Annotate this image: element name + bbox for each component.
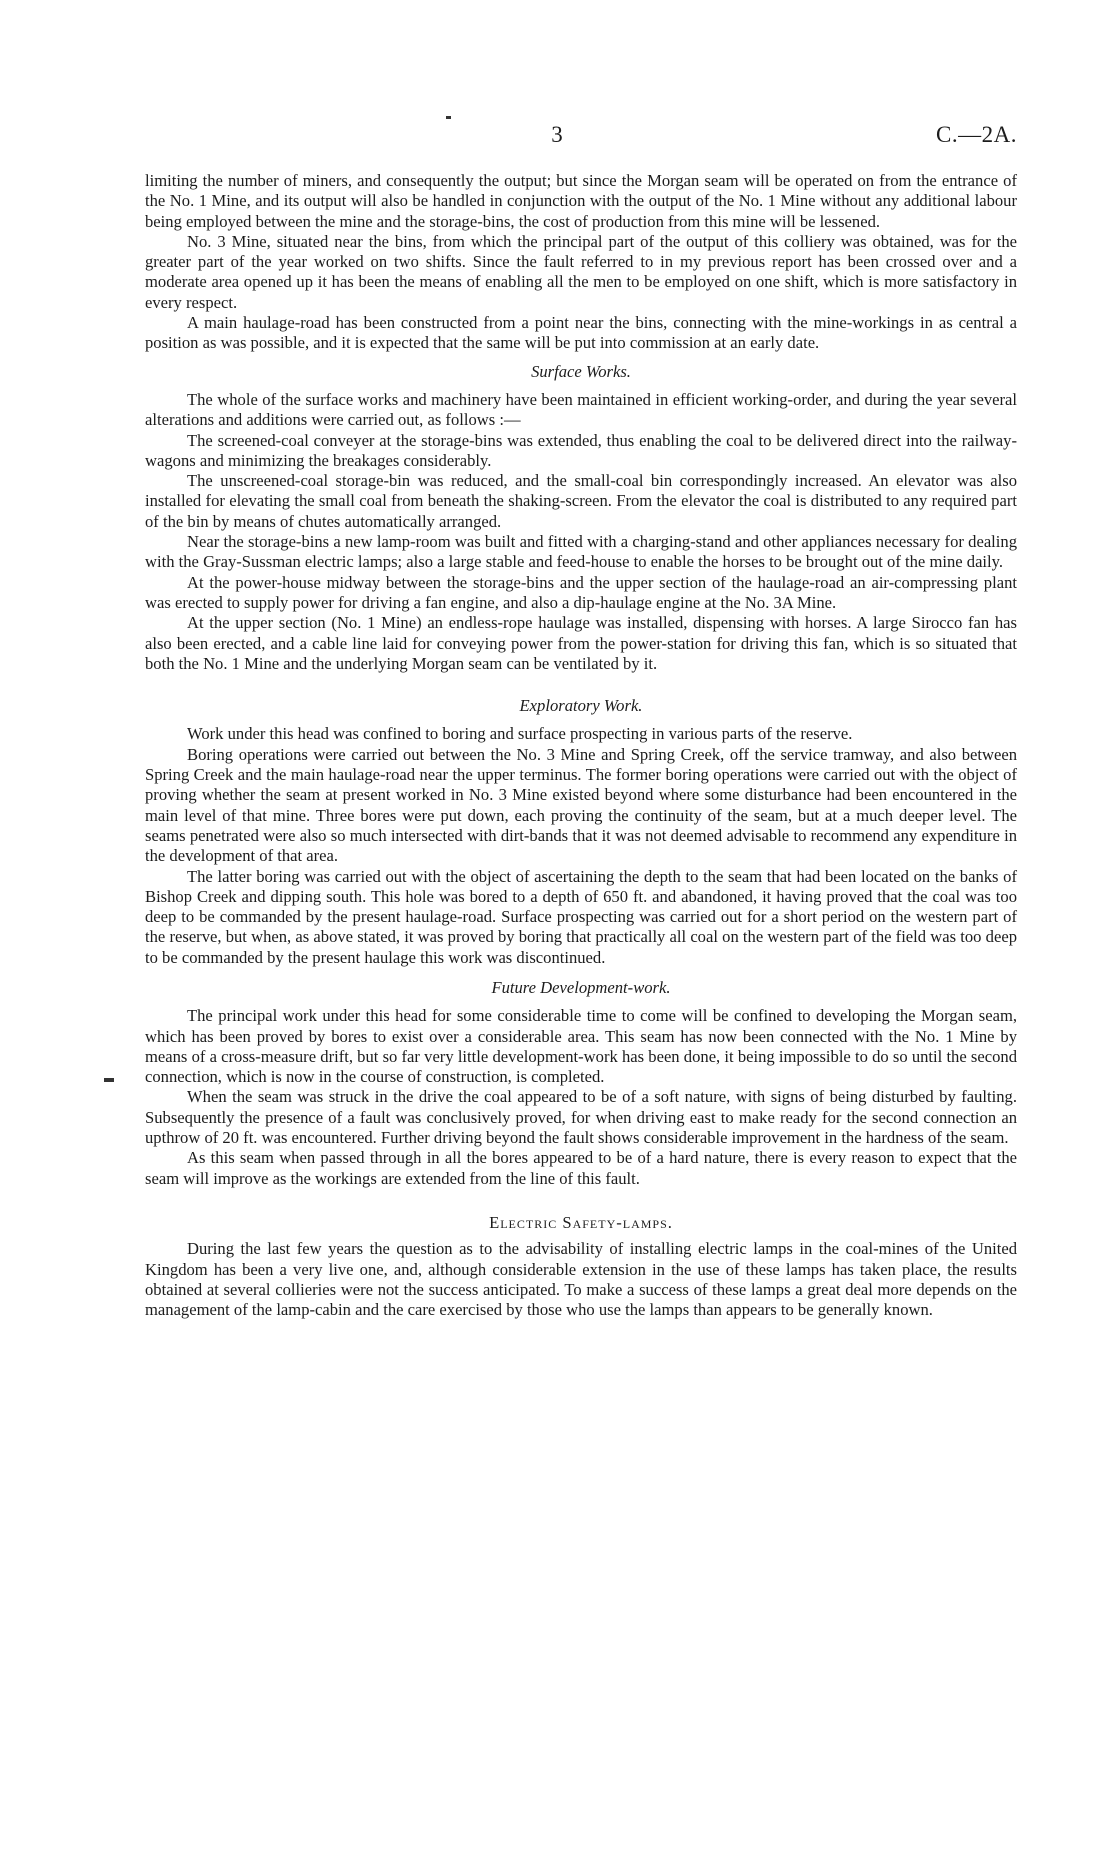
paragraph-future-3: As this seam when passed through in all the bores appeared to be of a hard nature, there is every reason to expect that the seam will improve as the workings are extended from the line of this fault.: [145, 1148, 1017, 1188]
paragraph-exploratory-1: Work under this head was confined to boring and surface prospecting in various parts of the reserve.: [187, 724, 853, 744]
paragraph-future-2: When the seam was struck in the drive the coal appeared to be of a soft nature, with signs of being disturbed by faulting. Subsequently the presence of a fault was conclusively proved, for when driving east to make ready for the second connection an upthrow of 20 ft. was encountered. Further driving beyond the fault shows considerable improvement in the hardness of the seam.: [145, 1087, 1017, 1148]
paragraph-surface-2: The screened-coal conveyer at the storage-bins was extended, thus enabling the coal to be delivered direct into the railway-wagons and minimizing the breakages considerably.: [145, 430, 1017, 470]
heading-exploratory-work: Exploratory Work.: [519, 696, 643, 716]
paragraph-electric-lamps: During the last few years the question as to the advisability of installing electric lamps in the coal-mines of the United Kingdom has been a very live one, and, although considerable extension in the use of these lamps has taken place, the results obtained at several collieries were not the success anticipated. To make a success of these lamps a great deal more depends on the management of the lamp-cabin and the care exercised by those who use the lamps than appears to be generally known.: [145, 1239, 1017, 1320]
paragraph-surface-6: At the upper section (No. 1 Mine) an endless-rope haulage was installed, dispensing with horses. A large Sirocco fan has also been erected, and a cable line laid for conveying power from the power-station for driving this fan, which is so situated that both the No. 1 Mine and the underlying Morgan seam can be ventilated by it.: [145, 613, 1017, 673]
heading-electric-safety-lamps: Electric Safety-lamps.: [489, 1212, 673, 1232]
page-header: [0, 122, 1114, 152]
paragraph-exploratory-3: The latter boring was carried out with the object of ascertaining the depth to the seam that had been located on the banks of Bishop Creek and dipping south. This hole was bored to a depth of 650 ft. and abandoned, it having proved that the coal was too deep to be commanded by the present haulage-road. Surface prospecting was carried out for a short period on the western part of the reserve, but when, as above stated, it was proved by boring that practically all coal on the western part of the field was too deep to be commanded by the present haulage this work was discontinued.: [145, 866, 1017, 967]
paragraph-surface-4: Near the storage-bins a new lamp-room was built and fitted with a charging-stand and other appliances necessary for dealing with the Gray-Sussman electric lamps; also a large stable and feed-house to enable the horses to be brought out of the mine daily.: [145, 532, 1017, 572]
paragraph-surface-1: The whole of the surface works and machinery have been maintained in efficient working-order, and during the year several alterations and additions were carried out, as follows :—: [145, 389, 1017, 430]
body-text: [145, 171, 1017, 1320]
paper-reference: C.—2A.: [936, 122, 1017, 147]
paragraph-exploratory-2: Boring operations were carried out between the No. 3 Mine and Spring Creek, off the service tramway, and also between Spring Creek and the main haulage-road near the upper terminus. The former boring operations were carried out with the object of proving whether the seam at present worked in No. 3 Mine existed beyond where some disturbance had been encountered in the main level of that mine. Three bores were put down, each proving the continuity of the seam, but at a much deeper level. The seams penetrated were also so much intersected with dirt-bands that it was not deemed advisable to recommend any expenditure in the development of that area.: [145, 744, 1017, 866]
page-number: 3: [551, 122, 563, 147]
paragraph-future-1: The principal work under this head for some considerable time to come will be confined to developing the Morgan seam, which has been proved by bores to exist over a considerable area. This seam has now been connected with the No. 1 Mine by means of a cross-measure drift, but so far very little development-work has been done, it being impossible to do so until the second connection, which is now in the course of construction, is completed.: [145, 1006, 1017, 1087]
paragraph-haulage-road: A main haulage-road has been constructed from a point near the bins, connecting with the mine-workings in as central a position as was possible, and it is expected that the same will be put into commission at an early date.: [145, 313, 1017, 353]
paragraph-no3-mine: No. 3 Mine, situated near the bins, from which the principal part of the output of this colliery was obtained, was for the greater part of the year worked on two shifts. Since the fault referred to in my previous report has been crossed over and a moderate area opened up it has been the means of enabling all the men to be employed on one shift, which is more satisfactory in every respect.: [145, 231, 1017, 312]
print-speck: [446, 116, 451, 119]
paragraph-surface-3: The unscreened-coal storage-bin was reduced, and the small-coal bin correspondingly increased. An elevator was also installed for elevating the small coal from beneath the shaking-screen. From the elevator the coal is distributed to any required part of the bin by means of chutes automatically arranged.: [145, 471, 1017, 531]
print-speck: [104, 1078, 114, 1082]
paragraph-morgan-seam: limiting the number of miners, and consequently the output; but since the Morgan seam will be operated on from the entrance of the No. 1 Mine, and its output will also be handled in conjunction with the output of the No. 1 Mine without any additional labour being employed between the mine and the storage-bins, the cost of production from this mine will be lessened.: [145, 171, 1017, 231]
heading-surface-works: Surface Works.: [531, 361, 631, 381]
paragraph-surface-5: At the power-house midway between the storage-bins and the upper section of the haulage-road an air-compressing plant was erected to supply power for driving a fan engine, and also a dip-haulage engine at the No. 3A Mine.: [145, 572, 1017, 612]
heading-future-development: Future Development-work.: [491, 977, 671, 997]
